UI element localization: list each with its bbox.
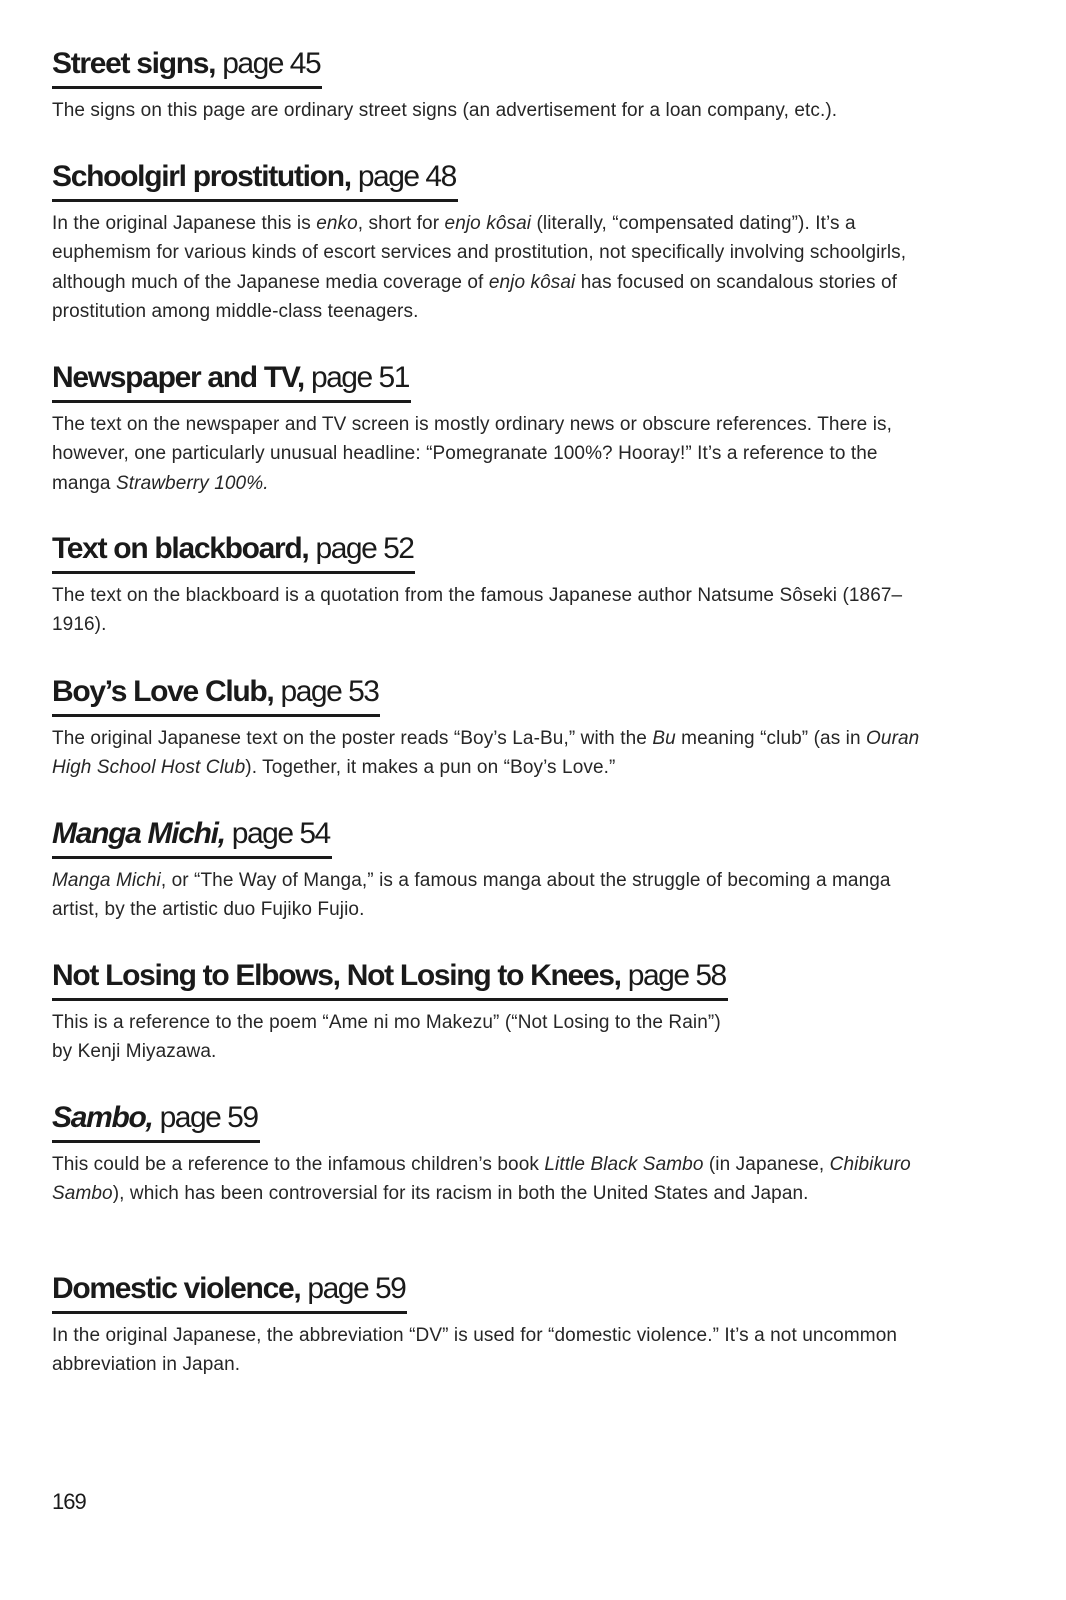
note-heading xyxy=(52,529,415,574)
note-page-ref: page 52 xyxy=(315,532,414,565)
page-number: 169 xyxy=(52,1489,86,1514)
note-page-ref: page 53 xyxy=(280,675,379,708)
note-page-ref: page 59 xyxy=(159,1101,258,1134)
note-page-ref: page 58 xyxy=(627,959,726,992)
note-body: The signs on this page are ordinary street signs (an advertisement for a loan company, etc.). xyxy=(52,100,838,121)
note-heading xyxy=(52,1269,407,1314)
note-heading xyxy=(52,672,380,717)
note-term: Manga Michi, xyxy=(52,817,225,850)
note-boys-love-club xyxy=(52,672,932,783)
note-heading xyxy=(52,1098,260,1143)
note-body: In the original Japanese, the abbreviation “DV” is used for “domestic violence.” It’s a not uncommon abbreviation in Japan. xyxy=(52,1325,898,1376)
note-body: This could be a reference to the infamous children’s book Little Black Sambo (in Japanese, Chibikuro Sambo), which has been controversial for its racism in both the United States and Japan. xyxy=(52,1154,911,1205)
note-body: The original Japanese text on the poster reads “Boy’s La-Bu,” with the Bu meaning “club” (as in Ouran High School Host Club). Together, it makes a pun on “Boy’s Love.” xyxy=(52,728,920,779)
note-term: Sambo, xyxy=(52,1101,153,1134)
note-body: In the original Japanese this is enko, short for enjo kôsai (literally, “compensated dating”). It’s a euphemism for various kinds of escort services and prostitution, not specifically involving schoolgirls, although much of the Japanese media coverage of enjo kôsai has focused on scandalous stories of prostitution among middle-class teenagers. xyxy=(52,213,907,322)
note-not-losing-to-elbows xyxy=(52,956,932,1067)
note-heading xyxy=(52,157,458,202)
note-term: Schoolgirl prostitution, xyxy=(52,160,351,193)
note-page-ref: page 45 xyxy=(222,47,321,80)
note-heading xyxy=(52,956,728,1001)
note-body: The text on the newspaper and TV screen is mostly ordinary news or obscure references. There is, however, one particularly unusual headline: “Pomegranate 100%? Hooray!” It’s a reference to the manga Strawberry 100%. xyxy=(52,414,893,494)
note-body: The text on the blackboard is a quotation from the famous Japanese author Natsume Sôseki (1867–1916). xyxy=(52,585,903,636)
note-street-signs xyxy=(52,44,932,125)
note-heading xyxy=(52,814,332,859)
note-page-ref: page 51 xyxy=(310,361,409,394)
note-term: Street signs, xyxy=(52,47,216,80)
note-page-ref: page 54 xyxy=(231,817,330,850)
note-term: Boy’s Love Club, xyxy=(52,675,274,708)
note-heading xyxy=(52,44,322,89)
note-term: Newspaper and TV, xyxy=(52,361,304,394)
note-term: Not Losing to Elbows, Not Losing to Knees, xyxy=(52,959,621,992)
note-newspaper-and-tv xyxy=(52,358,932,498)
note-schoolgirl-prostitution xyxy=(52,157,932,326)
note-domestic-violence xyxy=(52,1269,932,1380)
note-manga-michi xyxy=(52,814,932,925)
note-term: Domestic violence, xyxy=(52,1272,301,1305)
note-body: This is a reference to the poem “Ame ni mo Makezu” (“Not Losing to the Rain”) by Kenji Miyazawa. xyxy=(52,1012,721,1063)
note-text-on-blackboard xyxy=(52,529,932,640)
note-term: Text on blackboard, xyxy=(52,532,309,565)
note-sambo xyxy=(52,1098,932,1209)
note-page-ref: page 59 xyxy=(307,1272,406,1305)
note-body: Manga Michi, or “The Way of Manga,” is a famous manga about the struggle of becoming a manga artist, by the artistic duo Fujiko Fujio. xyxy=(52,870,891,921)
note-page-ref: page 48 xyxy=(357,160,456,193)
note-heading xyxy=(52,358,411,403)
